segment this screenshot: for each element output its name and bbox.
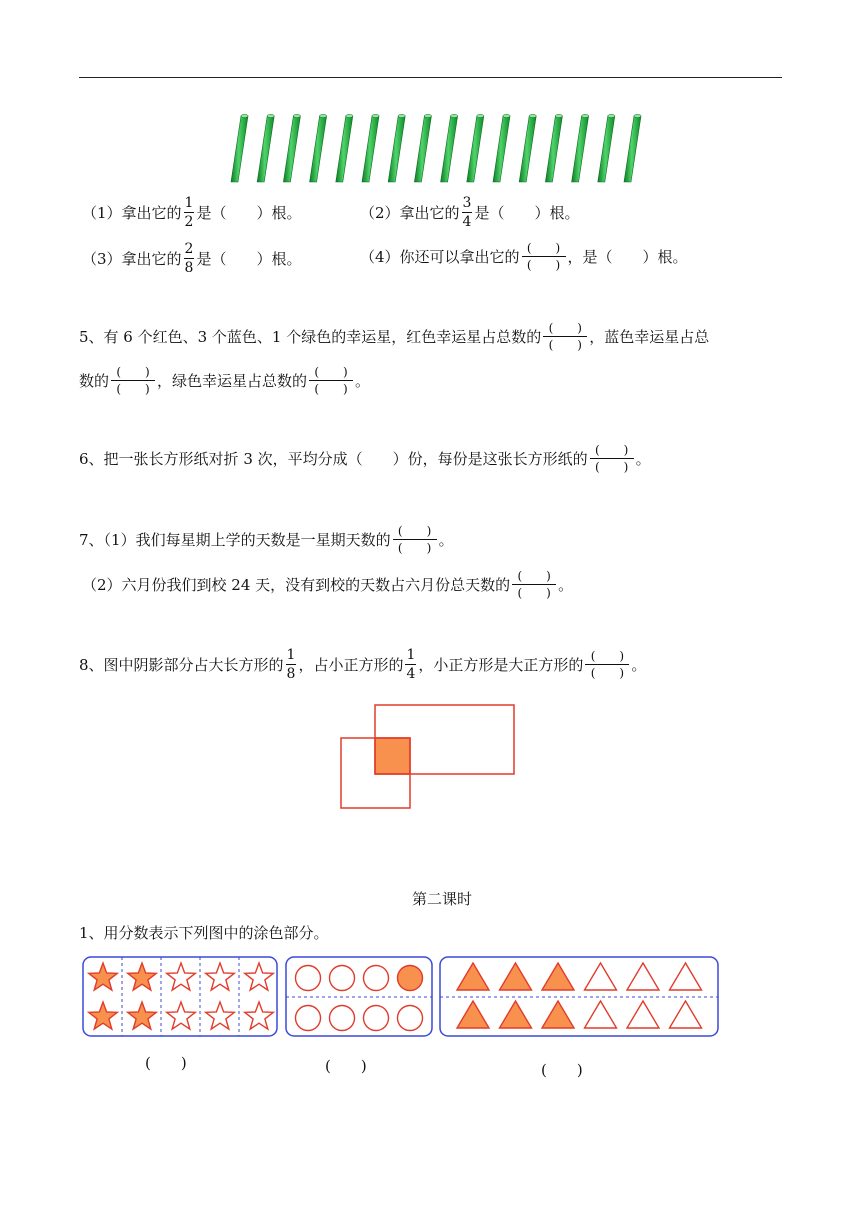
blank-num: ( )	[548, 321, 582, 335]
blank-den: ( )	[309, 380, 353, 395]
filled-triangle-icon	[457, 963, 489, 990]
empty-star-icon	[167, 963, 196, 990]
blank-fraction[interactable]	[590, 444, 634, 473]
blank-den: ( )	[590, 458, 634, 473]
green-stick-icon	[493, 114, 510, 182]
q5-text: ，蓝色幸运星占总	[589, 328, 710, 346]
fraction-den: 8	[184, 260, 194, 276]
green-stick-icon	[624, 114, 641, 182]
fraction-num: 1	[406, 647, 416, 663]
fraction-num: 2	[184, 241, 194, 257]
q7-line1	[79, 525, 454, 554]
green-stick-icon	[598, 114, 615, 182]
green-stick-icon	[572, 114, 589, 182]
lesson-title: 第二课时	[412, 890, 473, 908]
green-stick-icon	[283, 114, 300, 182]
sticks-q4-suffix: ，是（ ）根。	[567, 248, 688, 266]
blank-num: ( )	[526, 241, 561, 255]
filled-star-icon	[128, 1002, 157, 1029]
fraction-3-4	[462, 196, 473, 229]
fraction-num: 1	[184, 195, 194, 211]
green-stick-icon	[519, 114, 536, 182]
empty-star-icon	[167, 1002, 196, 1029]
green-stick-icon	[467, 114, 484, 182]
filled-triangle-icon	[457, 1001, 489, 1028]
q6-text: 6、把一张长方形纸对折 3 次，平均分成（ ）份，每份是这张长方形纸的	[79, 450, 588, 468]
q7-text: 7、（1）我们每星期上学的天数是一星期天数的	[79, 531, 391, 549]
blank-num: ( )	[594, 443, 629, 457]
sticks-q2-prefix: （2）拿出它的	[360, 204, 460, 222]
fraction-1-8	[286, 648, 297, 681]
green-stick-icon	[414, 114, 431, 182]
q7-text: （2）六月份我们到校 24 天，没有到校的天数占六月份总天数的	[82, 576, 511, 594]
blank-fraction[interactable]	[512, 570, 556, 599]
fraction-den: 2	[184, 214, 194, 230]
blank-num: ( )	[397, 524, 432, 538]
green-stick-icon	[441, 114, 458, 182]
filled-triangle-icon	[500, 963, 532, 990]
filled-triangle-icon	[500, 1001, 532, 1028]
q5-line2	[79, 366, 370, 395]
q6-text: 。	[635, 450, 651, 468]
sticks-q1-suffix: 是（ ）根。	[196, 204, 302, 222]
empty-circle-icon	[330, 1006, 355, 1031]
q8-text: 。	[631, 656, 647, 674]
blank-num: ( )	[517, 569, 551, 583]
q7-text: 。	[558, 576, 574, 594]
q5-text: 5、有 6 个红色、3 个蓝色、1 个绿色的幸运星，红色幸运星占总数的	[79, 328, 542, 346]
fraction-den: 4	[406, 666, 416, 682]
blank-den: ( )	[585, 664, 629, 679]
q8-text: ，小正方形是大正方形的	[418, 656, 584, 674]
blank-num: ( )	[116, 365, 150, 379]
green-stick-icon	[310, 114, 327, 182]
sticks-q3-prefix: （3）拿出它的	[82, 250, 182, 268]
blank-den: ( )	[543, 336, 587, 351]
empty-triangle-icon	[585, 1001, 617, 1028]
empty-star-icon	[206, 963, 235, 990]
empty-circle-icon	[364, 1006, 389, 1031]
blank-den: ( )	[111, 380, 155, 395]
blank-fraction[interactable]	[393, 525, 437, 554]
blank-den: ( )	[512, 584, 556, 599]
fraction-1-2	[184, 196, 195, 229]
fraction-1-4	[405, 648, 416, 681]
shaded-overlap	[375, 738, 410, 774]
answer-blank-stars[interactable]: ( )	[145, 1054, 187, 1072]
fraction-num: 1	[286, 647, 296, 663]
sticks-q4	[360, 242, 688, 271]
sticks-q2-suffix: 是（ ）根。	[474, 204, 580, 222]
blank-fraction[interactable]	[543, 322, 587, 351]
empty-triangle-icon	[585, 963, 617, 990]
top-rule	[79, 77, 782, 78]
q7-text: 。	[438, 531, 454, 549]
sticks-q4-prefix: （4）你还可以拿出它的	[360, 248, 520, 266]
blank-fraction[interactable]	[309, 366, 353, 395]
q5-text: 数的	[79, 372, 110, 390]
filled-circle-icon	[398, 966, 423, 991]
q5-line1	[79, 322, 709, 351]
q8-text: ，占小正方形的	[298, 656, 404, 674]
green-stick-icon	[388, 114, 405, 182]
sticks-q3	[82, 242, 301, 275]
empty-star-icon	[245, 963, 274, 990]
answer-blank-triangles[interactable]: ( )	[541, 1061, 583, 1079]
empty-triangle-icon	[627, 963, 659, 990]
q8-line	[79, 648, 646, 681]
blank-fraction[interactable]	[585, 650, 629, 679]
empty-star-icon	[245, 1002, 274, 1029]
shapes-figure	[80, 955, 725, 1045]
q5-text: ，绿色幸运星占总数的	[157, 372, 308, 390]
fraction-den: 8	[286, 666, 296, 682]
q6-line	[79, 444, 651, 473]
empty-circle-icon	[364, 966, 389, 991]
empty-circle-icon	[296, 966, 321, 991]
sticks-q1	[82, 196, 301, 229]
lesson2-q1: 1、用分数表示下列图中的涂色部分。	[79, 924, 329, 942]
green-stick-icon	[545, 114, 562, 182]
empty-circle-icon	[398, 1006, 423, 1031]
blank-num: ( )	[314, 365, 348, 379]
green-stick-icon	[257, 114, 274, 182]
sticks-q1-prefix: （1）拿出它的	[82, 204, 182, 222]
fraction-num: 3	[462, 195, 472, 211]
fraction-2-8	[184, 242, 195, 275]
filled-triangle-icon	[542, 963, 574, 990]
blank-fraction[interactable]	[111, 366, 155, 395]
fraction-den: 4	[462, 214, 472, 230]
blank-den: ( )	[522, 256, 566, 271]
q5-text: 。	[355, 372, 371, 390]
empty-circle-icon	[330, 966, 355, 991]
filled-triangle-icon	[542, 1001, 574, 1028]
empty-circle-icon	[296, 1006, 321, 1031]
sticks-figure	[215, 110, 645, 190]
sticks-q3-suffix: 是（ ）根。	[196, 250, 302, 268]
empty-triangle-icon	[670, 1001, 702, 1028]
answer-blank-circles[interactable]: ( )	[325, 1057, 367, 1075]
overlap-figure	[335, 700, 525, 815]
q7-line2	[82, 570, 573, 599]
filled-star-icon	[128, 963, 157, 990]
sticks-q2	[360, 196, 579, 229]
green-stick-icon	[362, 114, 379, 182]
green-stick-icon	[336, 114, 353, 182]
blank-fraction[interactable]	[522, 242, 566, 271]
filled-star-icon	[89, 1002, 118, 1029]
blank-den: ( )	[393, 539, 437, 554]
filled-star-icon	[89, 963, 118, 990]
empty-triangle-icon	[627, 1001, 659, 1028]
q8-text: 8、图中阴影部分占大长方形的	[79, 656, 284, 674]
green-stick-icon	[231, 114, 248, 182]
empty-triangle-icon	[670, 963, 702, 990]
blank-num: ( )	[590, 649, 625, 663]
empty-star-icon	[206, 1002, 235, 1029]
